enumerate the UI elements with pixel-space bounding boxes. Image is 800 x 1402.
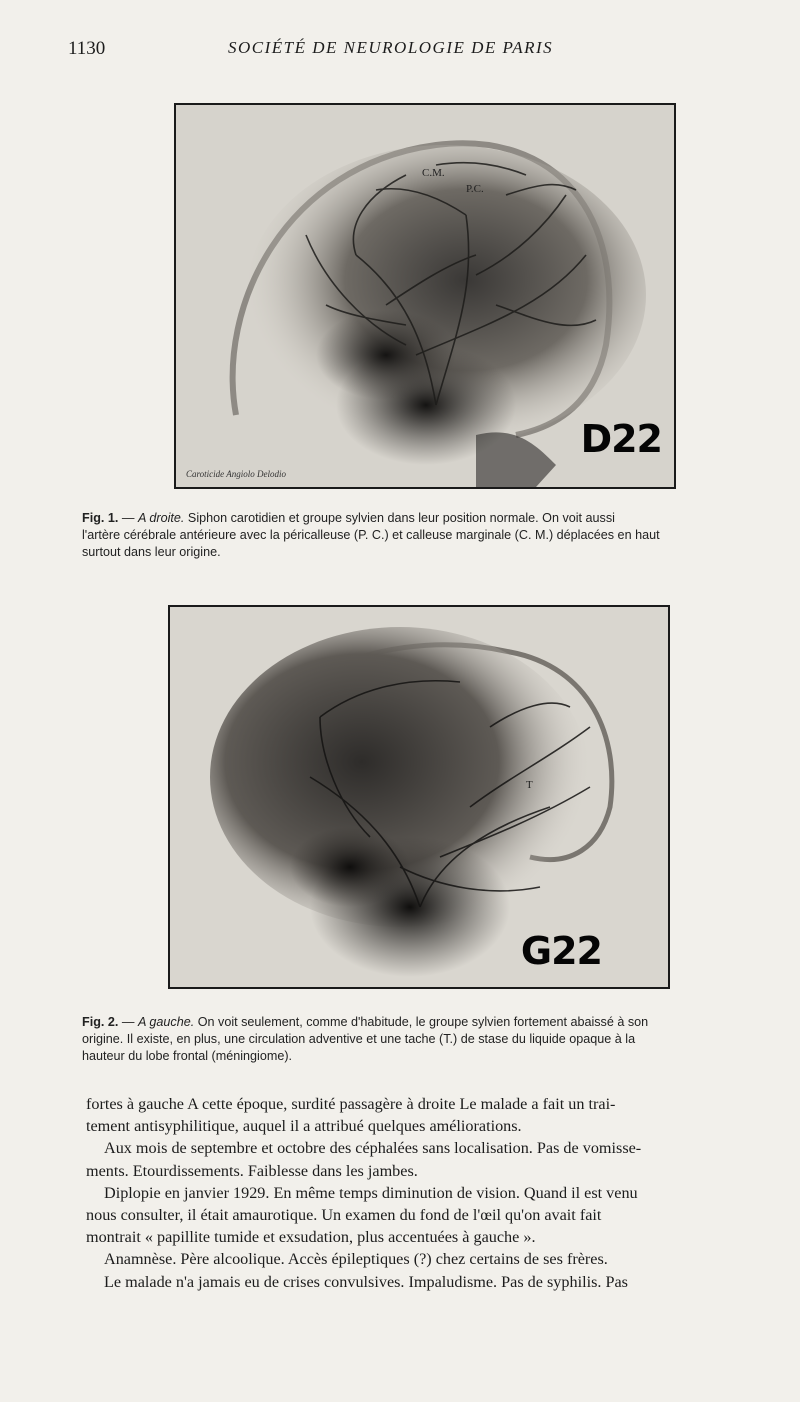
body-line: Anamnèse. Père alcoolique. Accès épileptiques (?) chez certains de ses frères. <box>104 1250 608 1269</box>
photo-signature: Caroticide Angiolo Delodio <box>186 469 286 479</box>
caption-line: surtout dans leur origine. <box>82 545 221 559</box>
body-line: montrait « papillite tumide et exsudation, plus accentuées à gauche ». <box>86 1228 536 1247</box>
body-line: Le malade n'a jamais eu de crises convulsives. Impaludisme. Pas de syphilis. Pas <box>104 1272 628 1291</box>
annotation-pc: P.C. <box>466 183 484 195</box>
body-line: nous consulter, il était amaurotique. Un examen du fond de l'œil qu'on avait fait <box>86 1206 602 1225</box>
caption-text: Siphon carotidien et groupe sylvien dans leur position normale. On voit aussi <box>187 511 615 525</box>
page-header <box>68 38 768 66</box>
caption-side: A droite. <box>137 511 185 525</box>
page-number: 1130 <box>68 38 106 59</box>
plate-label-g22: G22 <box>520 929 602 973</box>
figure-1-angiogram <box>174 103 676 489</box>
caption-side: A gauche. <box>137 1015 195 1029</box>
caption-number: Fig. 1. <box>82 511 119 525</box>
annotation-t: T <box>526 779 533 791</box>
plate-label-d22: D22 <box>580 417 662 461</box>
running-title: SOCIÉTÉ DE NEUROLOGIE DE PARIS <box>228 38 554 57</box>
caption-line: Fig. 1. — A droite. Siphon carotidien et groupe sylvien dans leur position normale. On voit aussi <box>82 511 615 525</box>
caption-line: origine. Il existe, en plus, une circulation adventive et une tache (T.) de stase du liquide opaque à la <box>82 1032 636 1046</box>
body-text <box>86 1093 776 1293</box>
caption-line: hauteur du lobe frontal (méningiome). <box>82 1049 293 1063</box>
annotation-cm: C.M. <box>422 167 445 179</box>
caption-line: Fig. 2. — A gauche. On voit seulement, comme d'habitude, le groupe sylvien fortement abaissé à son <box>82 1015 649 1029</box>
figure-2-caption <box>82 1014 782 1065</box>
caption-line: l'artère cérébrale antérieure avec la péricalleuse (P. C.) et calleuse marginale (C. M.) déplacées en haut <box>82 528 660 542</box>
body-line: tement antisyphilitique, auquel il a attribué quelques améliorations. <box>86 1117 522 1136</box>
caption-text: On voit seulement, comme d'habitude, le groupe sylvien fortement abaissé à son <box>197 1015 649 1029</box>
caption-number: Fig. 2. <box>82 1015 119 1029</box>
body-line: ments. Etourdissements. Faiblesse dans les jambes. <box>86 1161 418 1180</box>
body-line: Aux mois de septembre et octobre des céphalées sans localisation. Pas de vomisse- <box>104 1139 642 1158</box>
body-line: Diplopie en janvier 1929. En même temps diminution de vision. Quand il est venu <box>104 1183 638 1202</box>
figure-1-caption <box>82 510 782 561</box>
figure-2-angiogram <box>168 605 670 989</box>
body-line: fortes à gauche A cette époque, surdité passagère à droite Le malade a fait un trai- <box>86 1095 616 1113</box>
